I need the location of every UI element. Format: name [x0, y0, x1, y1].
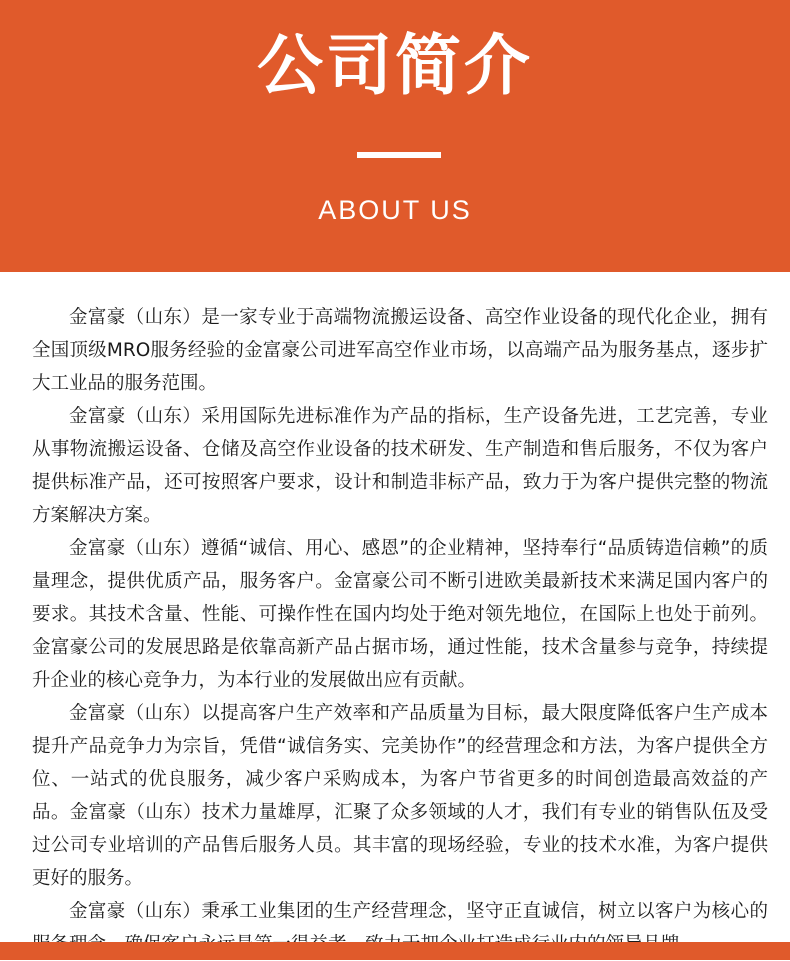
- intro-paragraph: 金富豪（山东）采用国际先进标准作为产品的指标，生产设备先进，工艺完善，专业从事物流搬运设备、仓储及高空作业设备的技术研发、生产制造和售后服务，不仅为客户提供标准产品，还可按照客户要求，设计和制造非标产品，致力于为客户提供完整的物流方案解决方案。: [32, 406, 768, 526]
- intro-paragraph: 金富豪（山东）遵循“诚信、用心、感恩”的企业精神，坚持奉行“品质铸造信赖”的质量理念，提供优质产品，服务客户。金富豪公司不断引进欧美最新技术来满足国内客户的要求。其技术含量、性能、可操作性在国内均处于绝对领先地位，在国际上也处于前列。金富豪公司的发展思路是依靠高新产品占据市场，通过性能，技术含量参与竞争，持续提升企业的核心竞争力，为本行业的发展做出应有贡献。: [32, 538, 768, 691]
- page-subtitle: ABOUT US: [318, 195, 472, 225]
- intro-paragraph: 金富豪（山东）秉承工业集团的生产经营理念，坚守正直诚信，树立以客户为核心的: [69, 901, 768, 922]
- intro-paragraph: 金富豪（山东）以提高客户生产效率和产品质量为目标，最大限度降低客户生产成本提升产品竞争力为宗旨，凭借“诚信务实、完美协作”的经营理念和方法，为客户提供全方位、一站式的优良服务，减少客户采购成本，为客户节省更多的时间创造最高效益的产品。金富豪（山东）技术力量雄厚，汇聚了众多领域的人才，我们有专业的销售队伍及受过公司专业培训的产品售后服务人员。其丰富的现场经验，专业的技术水准，为客户提供更好的服务。: [32, 703, 768, 889]
- footer-bar: [0, 942, 790, 960]
- header-banner: [0, 0, 790, 272]
- company-intro-text: [32, 301, 768, 961]
- page-title: 公司简介: [257, 27, 533, 104]
- title-divider: [357, 152, 441, 158]
- intro-paragraph: 金富豪（山东）是一家专业于高端物流搬运设备、高空作业设备的现代化企业，拥有全国顶级MRO服务经验的金富豪公司进军高空作业市场，以高端产品为服务基点，逐步扩大工业品的服务范围。: [32, 307, 768, 394]
